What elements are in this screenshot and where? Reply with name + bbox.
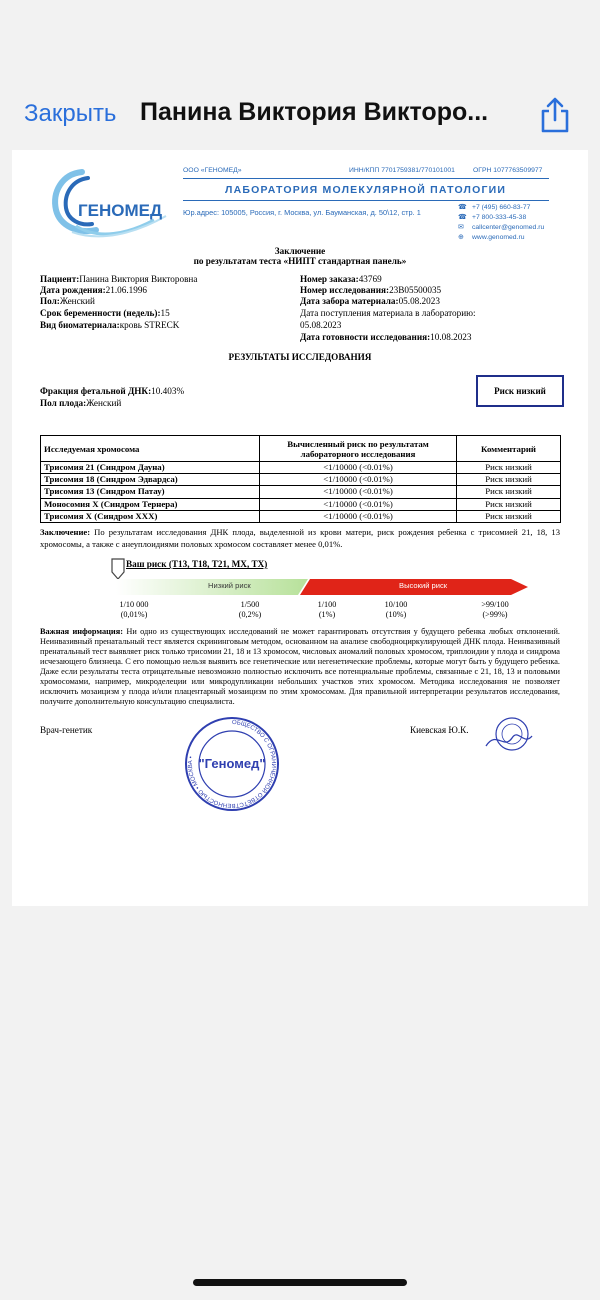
email-icon: ✉ [458, 224, 464, 231]
risk-cell: <1/10000 (<0.01%) [260, 498, 457, 510]
chromosome-cell: Трисомия 18 (Синдром Эдвардса) [41, 474, 260, 486]
report-subheading: по результатам теста «НИПТ стандартная панель» [193, 256, 407, 266]
scale-tick-label: >99/100 (>99%) [481, 600, 509, 619]
chromosome-cell: Трисомия X (Синдром XXX) [41, 510, 260, 522]
column-header: Исследуемая хромосома [41, 436, 260, 462]
header-divider-2 [183, 200, 549, 201]
email[interactable]: callcenter@genomed.ru [472, 224, 545, 231]
chromosome-cell: Трисомия 13 (Синдром Патау) [41, 486, 260, 498]
comment-cell: Риск низкий [457, 498, 561, 510]
results-table [40, 435, 561, 523]
fetal-fraction: Фракция фетальной ДНК:10.403% [40, 386, 185, 396]
phone-icon-2: ☎ [458, 214, 467, 221]
close-button[interactable]: Закрыть [24, 100, 117, 127]
company-stamp [180, 716, 284, 812]
scale-tick-label: 1/100 (1%) [317, 600, 337, 619]
column-header: Комментарий [457, 436, 561, 462]
lab-title: ЛАБОРАТОРИЯ МОЛЕКУЛЯРНОЙ ПАТОЛОГИИ [225, 184, 507, 196]
ready-date: Дата готовности исследования:10.08.2023 [300, 332, 472, 342]
risk-cell: <1/10000 (<0.01%) [260, 510, 457, 522]
table-header-row [41, 436, 561, 462]
org-name: ООО «ГЕНОМЕД» [183, 167, 242, 174]
doctor-stamp [482, 716, 534, 756]
phone-1[interactable]: +7 (495) 660-83-77 [472, 204, 531, 211]
column-header: Вычисленный риск по результатам лабораторного исследования [260, 436, 457, 462]
table-row [41, 486, 561, 498]
phone-2[interactable]: +7 800-333-45-38 [472, 214, 527, 221]
scale-tick-label: 1/10 000 (0,01%) [119, 600, 149, 619]
risk-scale-bar [116, 575, 528, 595]
ogrn: ОГРН 1077763509977 [473, 167, 543, 174]
patient-dob: Дата рождения:21.06.1996 [40, 285, 148, 295]
table-row [41, 462, 561, 474]
risk-cell: <1/10000 (<0.01%) [260, 474, 457, 486]
collection-date: Дата забора материала:05.08.2023 [300, 296, 440, 306]
study-number: Номер исследования:23B05500035 [300, 285, 442, 295]
inn-kpp: ИНН/КПП 7701759381/770101001 [349, 167, 455, 174]
biomaterial: Вид биоматериала:кровь STRECK [40, 320, 180, 330]
low-risk-label: Низкий риск [208, 581, 251, 590]
risk-badge: Риск низкий [476, 375, 564, 407]
comment-cell: Риск низкий [457, 510, 561, 522]
globe-icon: ⊕ [458, 234, 464, 241]
scale-tick-label: 10/100 (10%) [384, 600, 408, 619]
table-row [41, 498, 561, 510]
svg-text:ОБЩЕСТВО С ОГРАНИЧЕННОЙ ОТВЕТС: ОБЩЕСТВО С ОГРАНИЧЕННОЙ ОТВЕТСТВЕННОСТЬЮ • МОСКВА • [187, 719, 277, 809]
chromosome-cell: Трисомия 21 (Синдром Дауна) [41, 462, 260, 474]
chromosome-cell: Моносомия X (Синдром Тернера) [41, 498, 260, 510]
doctor-name: Киевская Ю.К. [410, 725, 469, 735]
scale-tick-label: 1/500 (0,2%) [238, 600, 262, 619]
order-number: Номер заказа:43769 [300, 274, 382, 284]
high-risk-label: Высокий риск [399, 581, 448, 590]
risk-cell: <1/10000 (<0.01%) [260, 462, 457, 474]
genomed-logo [48, 164, 174, 240]
home-indicator[interactable] [193, 1279, 407, 1286]
header-divider [183, 178, 549, 179]
share-icon[interactable] [538, 96, 572, 134]
legal-address: Юр.адрес: 105005, Россия, г. Москва, ул. Бауманская, д. 50\12, стр. 1 [183, 208, 421, 217]
pregnancy-term: Срок беременности (недель):15 [40, 308, 170, 318]
report-heading: Заключение [274, 246, 326, 256]
comment-cell: Риск низкий [457, 486, 561, 498]
phone-icon: ☎ [458, 204, 467, 211]
doctor-label: Врач-генетик [40, 725, 93, 735]
received-date: 05.08.2023 [300, 320, 342, 330]
fetal-sex: Пол плода:Женский [40, 398, 122, 408]
report-document[interactable] [12, 150, 588, 906]
svg-text:ГЕНОМЕД: ГЕНОМЕД [78, 201, 163, 220]
risk-cell: <1/10000 (<0.01%) [260, 486, 457, 498]
document-title: Панина Виктория Викторо... [140, 98, 489, 126]
table-row [41, 510, 561, 522]
logo-swirl-icon [48, 164, 174, 240]
comment-cell: Риск низкий [457, 474, 561, 486]
website[interactable]: www.genomed.ru [472, 234, 525, 241]
important-info: Важная информация: Ни одно из существующих исследований не может гарантировать отсутствия у будущего ребенка любых отклонений. Неинвазивный пренатальный тест является скрининговым методом, основанном на анализе свободноциркулирующей ДНК плода. Неинвазивный пренатальный тест выявляет риск только трисомии 21, 18 и 13 хромосом, числовых аномалий половых хромосом, триплоидии у плода и синдрома исчезающего близнеца. С его помощью нельзя выявить все генетические или негенетические проблемы, которые могут быть у будущего ребенка. Даже если результаты теста отрицательные невозможно полностью исключить все потенциальные проблемы, связанные с 21, 18, 13 и половыми хромосомами, например, микроделеции или микродупликации небольших участков этих хромосом. Методика исследования не позволяет исключить мозаицизм у плода и/или плацентарный мозаицизм по этим хромосомам. Для правильной интерпретации результатов исследования, получите дополнительную консультацию специалиста. [40, 627, 560, 706]
svg-text:"Геномед": "Геномед" [198, 756, 266, 771]
table-row [41, 474, 561, 486]
scale-caption: Ваш риск (Т13, Т18, Т21, МХ, ТХ) [126, 559, 268, 569]
comment-cell: Риск низкий [457, 462, 561, 474]
patient-name: Пациент:Панина Виктория Викторовна [40, 274, 198, 284]
top-nav-bar [0, 0, 600, 150]
results-heading: РЕЗУЛЬТАТЫ ИССЛЕДОВАНИЯ [228, 352, 372, 362]
patient-sex: Пол:Женский [40, 296, 95, 306]
conclusion-text: Заключение: По результатам исследования ДНК плода, выделенной из крови матери, риск рождения ребенка с трисомией 21, 18, 13 хромосомы, а также с анеуплоидиями половых хромосом составляет менее 0,01%. [40, 527, 560, 549]
received-date-label: Дата поступления материала в лабораторию: [300, 308, 476, 318]
